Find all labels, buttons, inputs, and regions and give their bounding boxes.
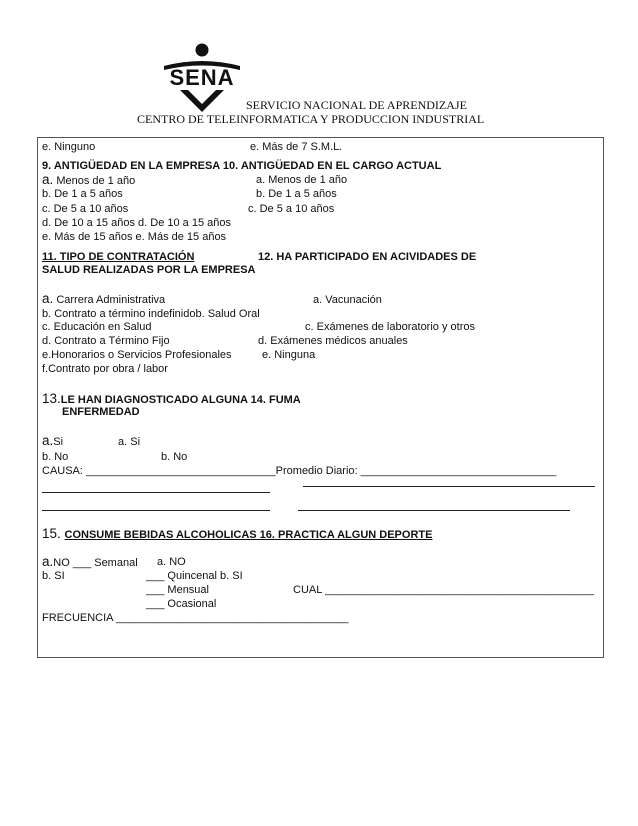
q15-16-title: 15. CONSUME BEBIDAS ALCOHOLICAS 16. PRACTICA ALGUN DEPORTE — [42, 526, 433, 541]
q11-title: 11. TIPO DE CONTRATACIÓN — [42, 251, 195, 263]
q13-a: a.Si — [42, 433, 64, 448]
q10-b: b. De 1 a 5 años — [256, 188, 337, 200]
option-mas-7-sml: e. Más de 7 S.M.L. — [250, 141, 343, 153]
option-ninguno: e. Ninguno — [42, 141, 96, 153]
q11-d: d. Contrato a Término Fijo — [42, 335, 170, 347]
causa-promedio-line: CAUSA: _______________________________Promedio Diario: ________________________________ — [42, 465, 557, 477]
q9-10-title: 9. ANTIGÜEDAD EN LA EMPRESA 10. ANTIGÜEDAD EN EL CARGO ACTUAL — [42, 160, 442, 172]
q9-10-e: e. Más de 15 años e. Más de 15 años — [42, 231, 227, 243]
q11-e: e.Honorarios o Servicios Profesionales — [42, 349, 232, 361]
q13-14-title: 13.LE HAN DIAGNOSTICADO ALGUNA 14. FUMA — [42, 391, 301, 406]
institution-name: SERVICIO NACIONAL DE APRENDIZAJE — [246, 98, 467, 112]
q12-e: e. Ninguna — [262, 349, 316, 361]
blank-line — [298, 510, 570, 511]
q12-title: 12. HA PARTICIPADO EN ACIVIDADES DE — [258, 251, 477, 263]
mensual-line: ___ Mensual — [146, 584, 209, 596]
blank-line — [303, 486, 595, 487]
quincenal-line: ___ Quincenal b. SI — [146, 570, 243, 582]
q16-a: a. NO — [157, 556, 186, 568]
q9-10-d: d. De 10 a 15 años d. De 10 a 15 años — [42, 217, 231, 229]
q13-title-cont: ENFERMEDAD — [62, 406, 140, 418]
q9-a: a. Menos de 1 año — [42, 172, 136, 187]
q12-title-cont: SALUD REALIZADAS POR LA EMPRESA — [42, 264, 256, 276]
q9-b: b. De 1 a 5 años — [42, 188, 123, 200]
q11-12-b: b. Contrato a término indefinidob. Salud Oral — [42, 308, 260, 320]
blank-line — [42, 510, 270, 511]
logo-text: SENA — [169, 65, 235, 90]
cual-line: CUAL ____________________________________________ — [293, 584, 595, 596]
q14-a: a. Si — [118, 436, 141, 448]
q13-b: b. No — [42, 451, 69, 463]
q14-b: b. No — [161, 451, 188, 463]
center-name: CENTRO DE TELEINFORMATICA Y PRODUCCION INDUSTRIAL — [137, 112, 485, 126]
frecuencia-line: FRECUENCIA ______________________________________ — [42, 612, 349, 624]
q11-c: c. Educación en Salud — [42, 321, 152, 333]
q10-a: a. Menos de 1 año — [256, 174, 348, 186]
q10-c: c. De 5 a 10 años — [248, 203, 335, 215]
q11-f: f.Contrato por obra / labor — [42, 363, 168, 375]
q15-b: b. SI — [42, 570, 65, 582]
q12-c: c. Exámenes de laboratorio y otros — [305, 321, 475, 333]
q15-a: a.NO ___ Semanal — [42, 554, 138, 569]
q12-a: a. Vacunación — [313, 294, 382, 306]
q12-d: d. Exámenes médicos anuales — [258, 335, 408, 347]
q9-c: c. De 5 a 10 años — [42, 203, 129, 215]
blank-line — [42, 492, 270, 493]
ocasional-line: ___ Ocasional — [146, 598, 217, 610]
sena-logo — [150, 42, 254, 114]
q11-a: a. Carrera Administrativa — [42, 291, 166, 306]
